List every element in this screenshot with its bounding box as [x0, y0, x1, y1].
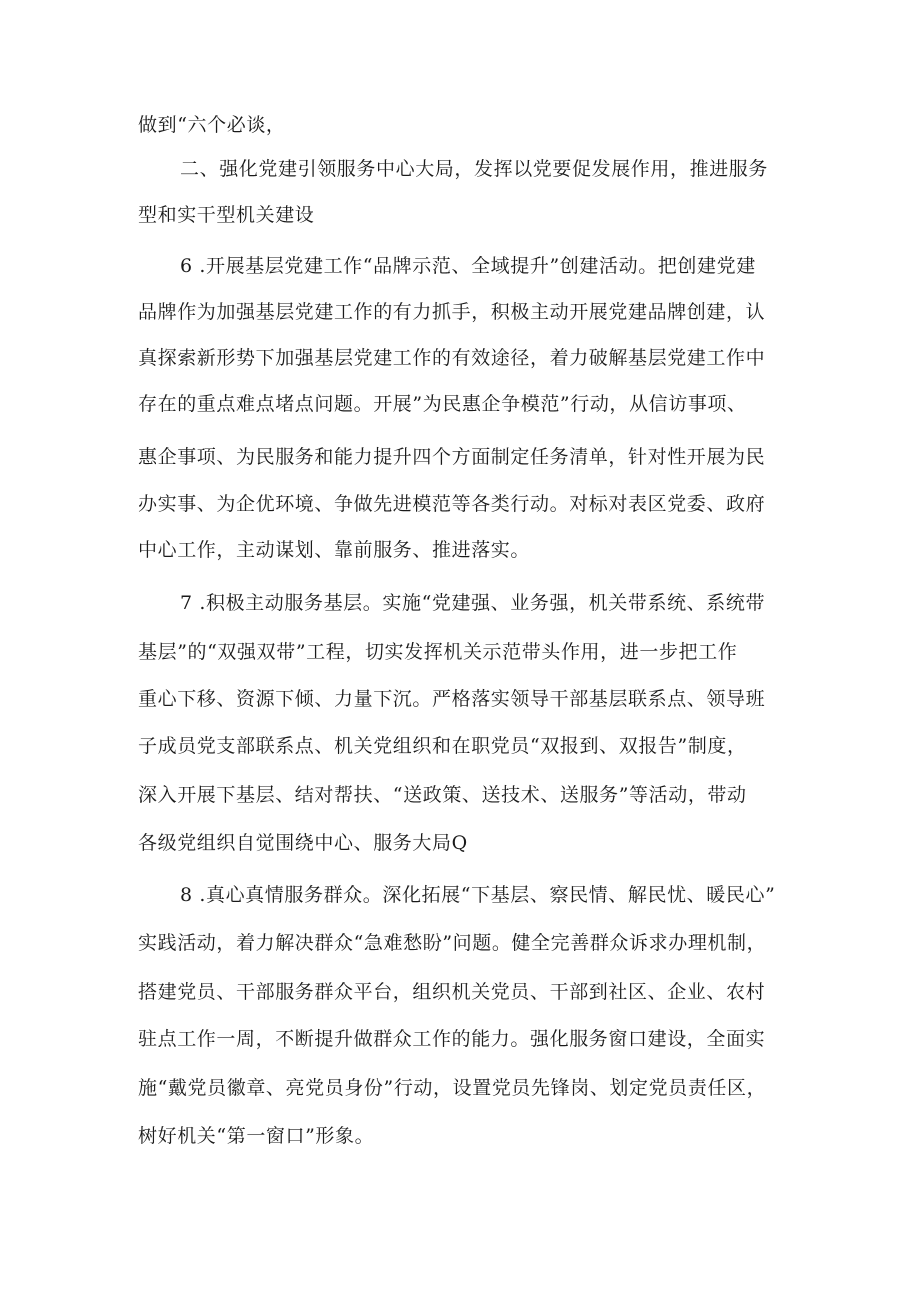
item-7-line-6: 各级党组织自觉围绕中心、服务大局Q [138, 832, 468, 854]
item-7-line-3: 重心下移、资源下倾、力量下沉。严格落实领导干部基层联系点、领导班 [138, 688, 766, 710]
item-6-line-6: 办实事、为企优环境、争做先进模范等各类行动。对标对表区党委、政府 [138, 493, 766, 515]
item-6-line-2: 品牌作为加强基层党建工作的有力抓手，积极主动开展党建品牌创建，认 [138, 301, 766, 323]
item-7-line-2: 基层”的“双强双带”工程，切实发挥机关示范带头作用，进一步把工作 [138, 641, 738, 663]
section-heading-line-2: 型和实干型机关建设 [138, 204, 315, 226]
text-line-1: 做到“六个必谈， [138, 114, 286, 136]
item-7-line-5: 深入开展下基层、结对帮扶、“送政策、送技术、送服务”等活动，带动 [138, 784, 747, 806]
item-8-line-4: 驻点工作一周，不断提升做群众工作的能力。强化服务窗口建设，全面实 [138, 1028, 766, 1050]
item-8-line-1: 8 .真心真情服务群众。深化拓展“下基层、察民情、解民忧、暖民心” [180, 884, 776, 906]
item-7-line-4: 子成员党支部联系点、机关党组织和在职党员“双报到、双报告”制度， [138, 735, 747, 757]
item-8-line-5: 施“戴党员徽章、亮党员身份”行动，设置党员先锋岗、划定党员责任区， [138, 1077, 767, 1099]
item-8-line-6: 树好机关“第一窗口”形象。 [138, 1125, 375, 1147]
item-7-line-1: 7 .积极主动服务基层。实施“党建强、业务强，机关带系统、系统带 [180, 592, 766, 614]
item-6-line-4: 存在的重点难点堵点问题。开展”为民惠企争模范”行动，从信访事项、 [138, 393, 747, 415]
section-heading-line-1: 二、强化党建引领服务中心大局，发挥以党要促发展作用，推进服务 [180, 158, 769, 180]
item-6-line-3: 真探索新形势下加强基层党建工作的有效途径，着力破解基层党建工作中 [138, 347, 766, 369]
item-6-line-5: 惠企事项、为民服务和能力提升四个方面制定任务清单，针对性开展为民 [138, 446, 766, 468]
item-6-line-1: 6 .开展基层党建工作“品牌示范、全域提升”创建活动。把创建党建 [180, 255, 756, 277]
item-8-line-2: 实践活动，着力解决群众“急难愁盼”问题。健全完善群众诉求办理机制， [138, 932, 767, 954]
item-6-line-7: 中心工作，主动谋划、靠前服务、推进落实。 [138, 539, 531, 561]
item-8-line-3: 搭建党员、干部服务群众平台，组织机关党员、干部到社区、企业、农村 [138, 981, 766, 1003]
